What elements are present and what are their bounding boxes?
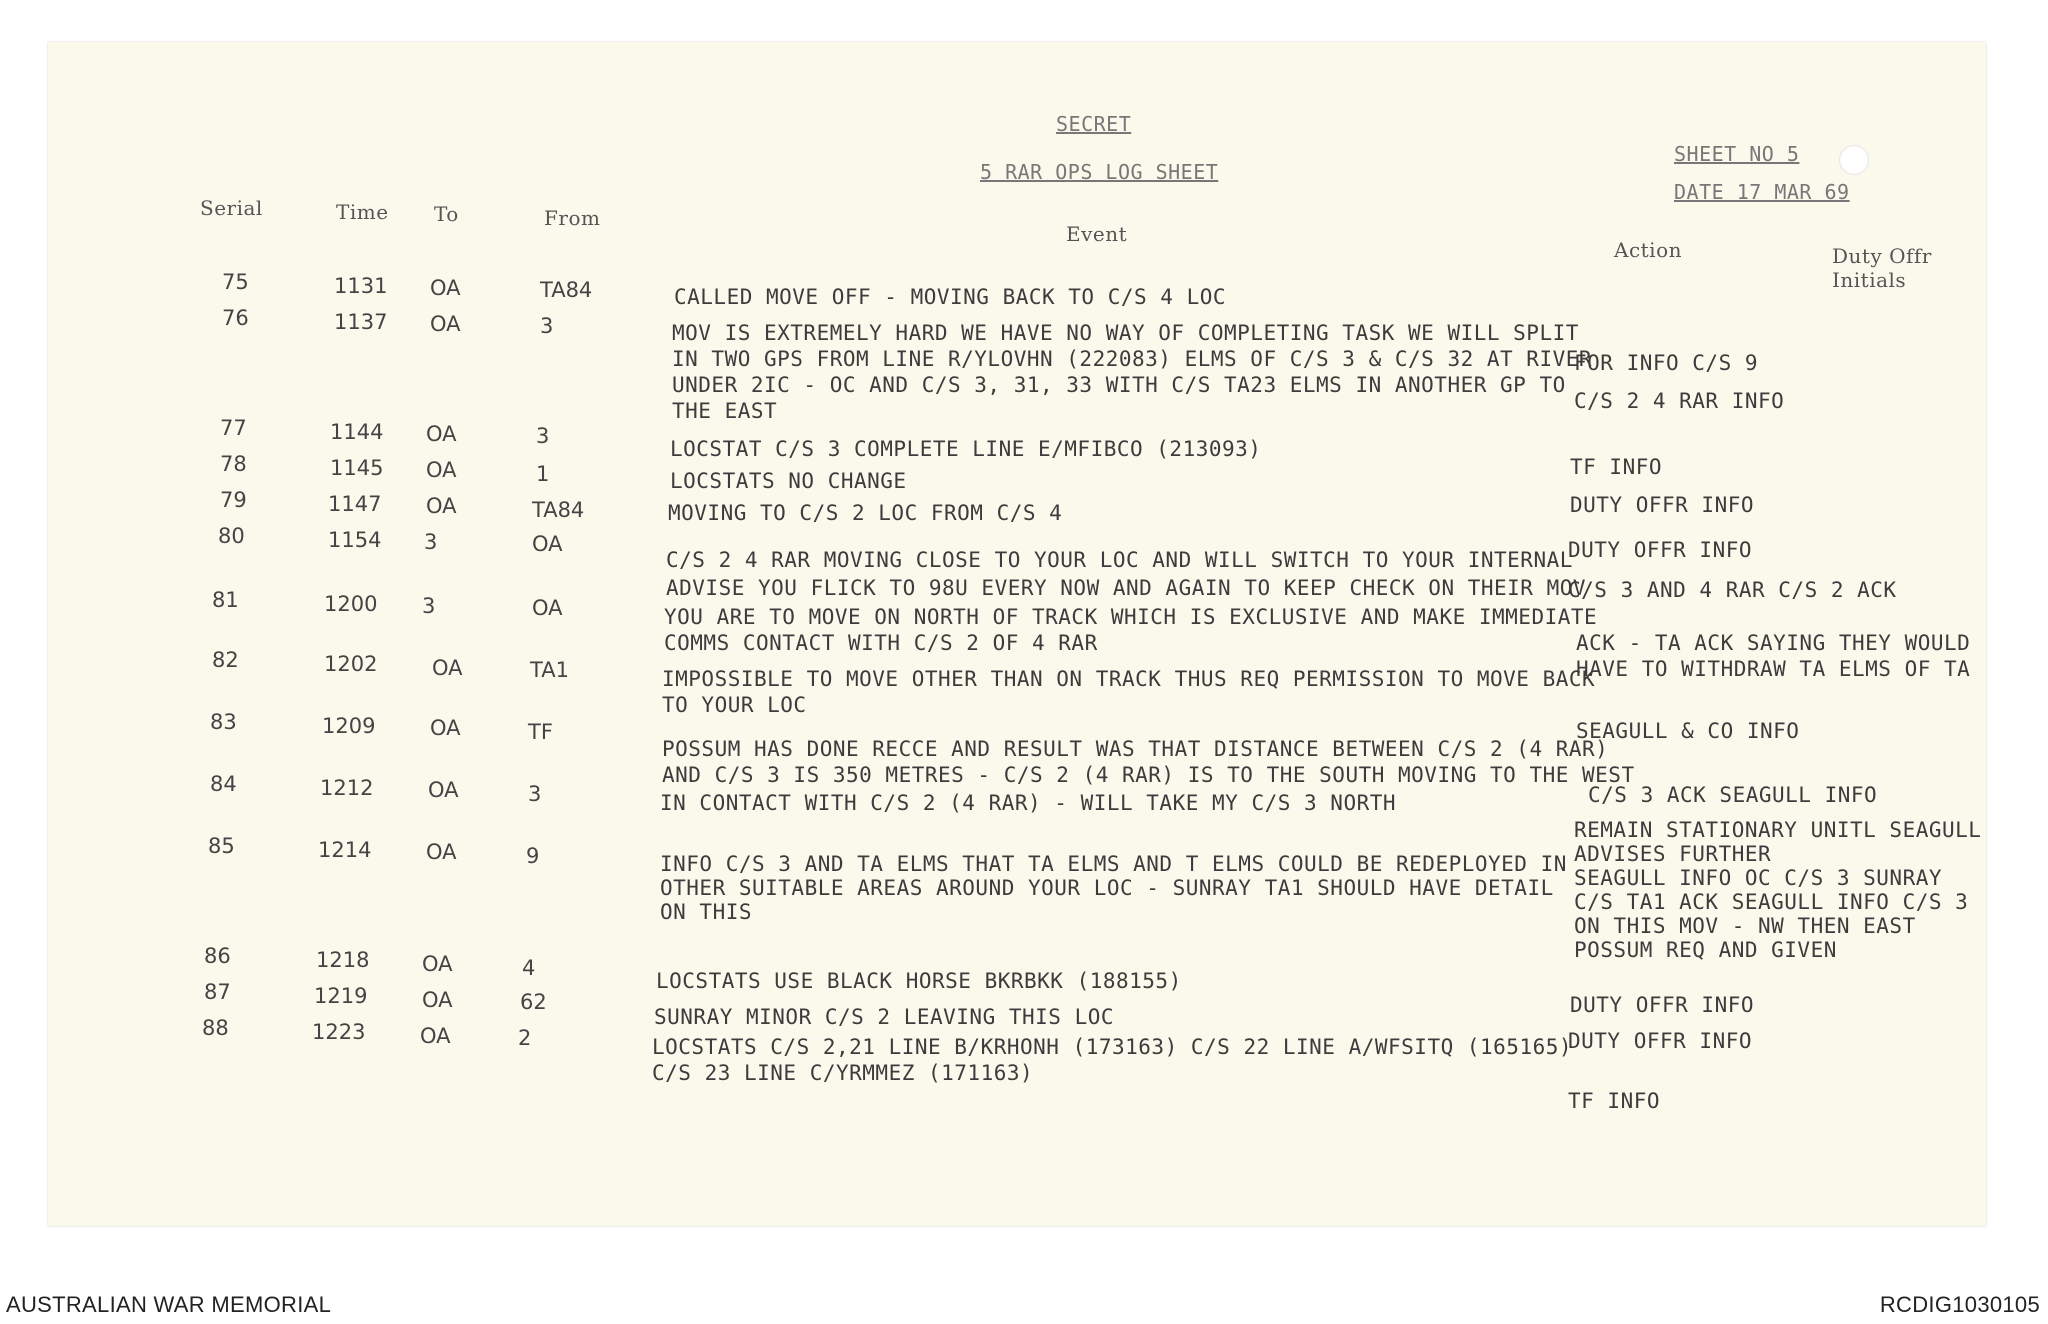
col-header-duty-offr: Duty Offr — [1832, 244, 1932, 268]
col-header-from: From — [544, 206, 601, 230]
entry-action: TF INFO — [1570, 455, 1663, 479]
col-header-time: Time — [336, 200, 389, 224]
entry-from: TA84 — [532, 498, 585, 522]
entry-action: REMAIN STATIONARY UNITL SEAGULL ADVISES FURTHER SEAGULL INFO OC C/S 3 SUNRAY C/S TA1 ACK SEAGULL INFO C/S 3 ON THIS MOV - NW THEN EAST POSSUM REQ AND GIVEN — [1574, 818, 1982, 962]
sheet-date: DATE 17 MAR 69 — [1674, 180, 1850, 204]
entry-serial: 81 — [212, 588, 239, 612]
entry-event: MOV IS EXTREMELY HARD WE HAVE NO WAY OF COMPLETING TASK WE WILL SPLIT IN TWO GPS FROM LINE R/YLOVHN (222083) ELMS OF C/S 3 & C/S 32 AT RIVER UNDER 2IC - OC AND C/S 3, 31, 33 WITH C/S TA23 ELMS IN ANOTHER GP TO THE EAST — [672, 321, 1593, 423]
document-subtitle: 5 RAR OPS LOG SHEET — [980, 160, 1219, 184]
entry-action: FOR INFO C/S 9 C/S 2 4 RAR INFO — [1574, 351, 1785, 413]
entry-serial: 85 — [208, 834, 235, 858]
entry-from: TF — [528, 720, 553, 744]
entry-serial: 80 — [218, 524, 245, 548]
entry-time: 1131 — [334, 274, 388, 298]
entry-to: OA — [426, 840, 457, 864]
entry-from: 3 — [540, 314, 554, 338]
entry-serial: 75 — [222, 270, 249, 294]
entry-event: LOCSTATS USE BLACK HORSE BKRBKK (188155) — [656, 969, 1182, 993]
entry-event: CALLED MOVE OFF - MOVING BACK TO C/S 4 LOC — [674, 285, 1227, 309]
entry-event: IN CONTACT WITH C/S 2 (4 RAR) - WILL TAKE MY C/S 3 NORTH — [660, 791, 1397, 815]
footer-record-id: RCDIG1030105 — [1879, 1292, 2040, 1317]
entry-from: 62 — [520, 990, 547, 1014]
entry-action: SEAGULL & CO INFO — [1576, 719, 1800, 743]
entry-event: SUNRAY MINOR C/S 2 LEAVING THIS LOC — [654, 1005, 1115, 1029]
sheet-number: SHEET NO 5 — [1674, 142, 1800, 166]
entry-time: 1209 — [322, 714, 376, 738]
entry-event: YOU ARE TO MOVE ON NORTH OF TRACK WHICH IS EXCLUSIVE AND MAKE IMMEDIATE COMMS CONTACT WITH C/S 2 OF 4 RAR — [664, 605, 1598, 655]
entry-time: 1154 — [328, 528, 382, 552]
entry-from: 9 — [526, 844, 540, 868]
entry-time: 1147 — [328, 492, 382, 516]
col-header-to: To — [434, 202, 459, 226]
entry-serial: 77 — [220, 416, 247, 440]
entry-to: OA — [426, 494, 457, 518]
entry-to: OA — [422, 952, 453, 976]
col-header-action: Action — [1614, 238, 1682, 262]
entry-serial: 79 — [220, 488, 247, 512]
entry-from: OA — [532, 596, 563, 620]
document-title: SECRET — [1056, 112, 1132, 136]
entry-from: TA84 — [540, 278, 593, 302]
entry-time: 1223 — [312, 1020, 366, 1044]
col-header-serial: Serial — [200, 196, 263, 220]
entry-action: DUTY OFFR INFO C/S 3 AND 4 RAR C/S 2 ACK — [1568, 538, 1897, 602]
entry-to: OA — [422, 988, 453, 1012]
entry-from: 3 — [536, 424, 550, 448]
entry-time: 1219 — [314, 984, 368, 1008]
entry-to: OA — [426, 422, 457, 446]
entry-time: 1144 — [330, 420, 384, 444]
entry-to: OA — [420, 1024, 451, 1048]
entry-time: 1145 — [330, 456, 384, 480]
entry-time: 1202 — [324, 652, 378, 676]
entry-time: 1218 — [316, 948, 370, 972]
entry-time: 1212 — [320, 776, 374, 800]
entry-event: INFO C/S 3 AND TA ELMS THAT TA ELMS AND T ELMS COULD BE REDEPLOYED IN OTHER SUITABLE AREAS AROUND YOUR LOC - SUNRAY TA1 SHOULD HAVE DETAIL ON THIS — [660, 852, 1567, 924]
entry-to: OA — [432, 656, 463, 680]
entry-time: 1137 — [334, 310, 388, 334]
entry-from: OA — [532, 532, 563, 556]
entry-event: IMPOSSIBLE TO MOVE OTHER THAN ON TRACK THUS REQ PERMISSION TO MOVE BACK TO YOUR LOC — [662, 667, 1596, 717]
entry-to: OA — [430, 276, 461, 300]
entry-time: 1200 — [324, 592, 378, 616]
col-header-event: Event — [1066, 222, 1128, 246]
entry-event: LOCSTAT C/S 3 COMPLETE LINE E/MFIBCO (213093) — [670, 437, 1262, 461]
entry-serial: 86 — [204, 944, 231, 968]
punch-hole — [1839, 145, 1869, 175]
entry-from: 3 — [528, 782, 542, 806]
entry-from: 4 — [522, 956, 536, 980]
entry-serial: 78 — [220, 452, 247, 476]
entry-serial: 76 — [222, 306, 249, 330]
entry-to: OA — [430, 312, 461, 336]
entry-event: LOCSTATS C/S 2,21 LINE B/KRHONH (173163) C/S 22 LINE A/WFSITQ (165165) C/S 23 LINE C/YRMMEZ (171163) — [652, 1035, 1573, 1085]
entry-action: ACK - TA ACK SAYING THEY WOULD HAVE TO WITHDRAW TA ELMS OF TA — [1576, 631, 1971, 681]
entry-from: 1 — [536, 462, 550, 486]
entry-to: OA — [428, 778, 459, 802]
entry-serial: 82 — [212, 648, 239, 672]
entry-to: 3 — [424, 530, 438, 554]
footer-credit: AUSTRALIAN WAR MEMORIAL — [6, 1292, 332, 1317]
entry-serial: 84 — [210, 772, 237, 796]
entry-action: C/S 3 ACK SEAGULL INFO — [1588, 783, 1878, 807]
entry-serial: 83 — [210, 710, 237, 734]
entry-event: MOVING TO C/S 2 LOC FROM C/S 4 — [668, 501, 1063, 525]
entry-serial: 88 — [202, 1016, 229, 1040]
entry-to: OA — [426, 458, 457, 482]
entry-to: 3 — [422, 594, 436, 618]
entry-from: 2 — [518, 1026, 532, 1050]
entry-time: 1214 — [318, 838, 372, 862]
entry-action: DUTY OFFR INFO — [1570, 993, 1755, 1017]
entry-to: OA — [430, 716, 461, 740]
entry-from: TA1 — [530, 658, 569, 682]
entry-serial: 87 — [204, 980, 231, 1004]
entry-event: C/S 2 4 RAR MOVING CLOSE TO YOUR LOC AND WILL SWITCH TO YOUR INTERNAL ADVISE YOU FLICK TO 98U EVERY NOW AND AGAIN TO KEEP CHECK ON THEIR MOV — [666, 548, 1587, 600]
entry-action: DUTY OFFR INFO — [1570, 493, 1755, 517]
col-header-initials: Initials — [1832, 268, 1907, 292]
entry-event: LOCSTATS NO CHANGE — [670, 469, 907, 493]
entry-event: POSSUM HAS DONE RECCE AND RESULT WAS THAT DISTANCE BETWEEN C/S 2 (4 RAR) AND C/S 3 IS 350 METRES - C/S 2 (4 RAR) IS TO THE SOUTH MOVING TO THE WEST — [662, 737, 1635, 787]
entry-action: DUTY OFFR INFO TF INFO — [1568, 1029, 1753, 1113]
